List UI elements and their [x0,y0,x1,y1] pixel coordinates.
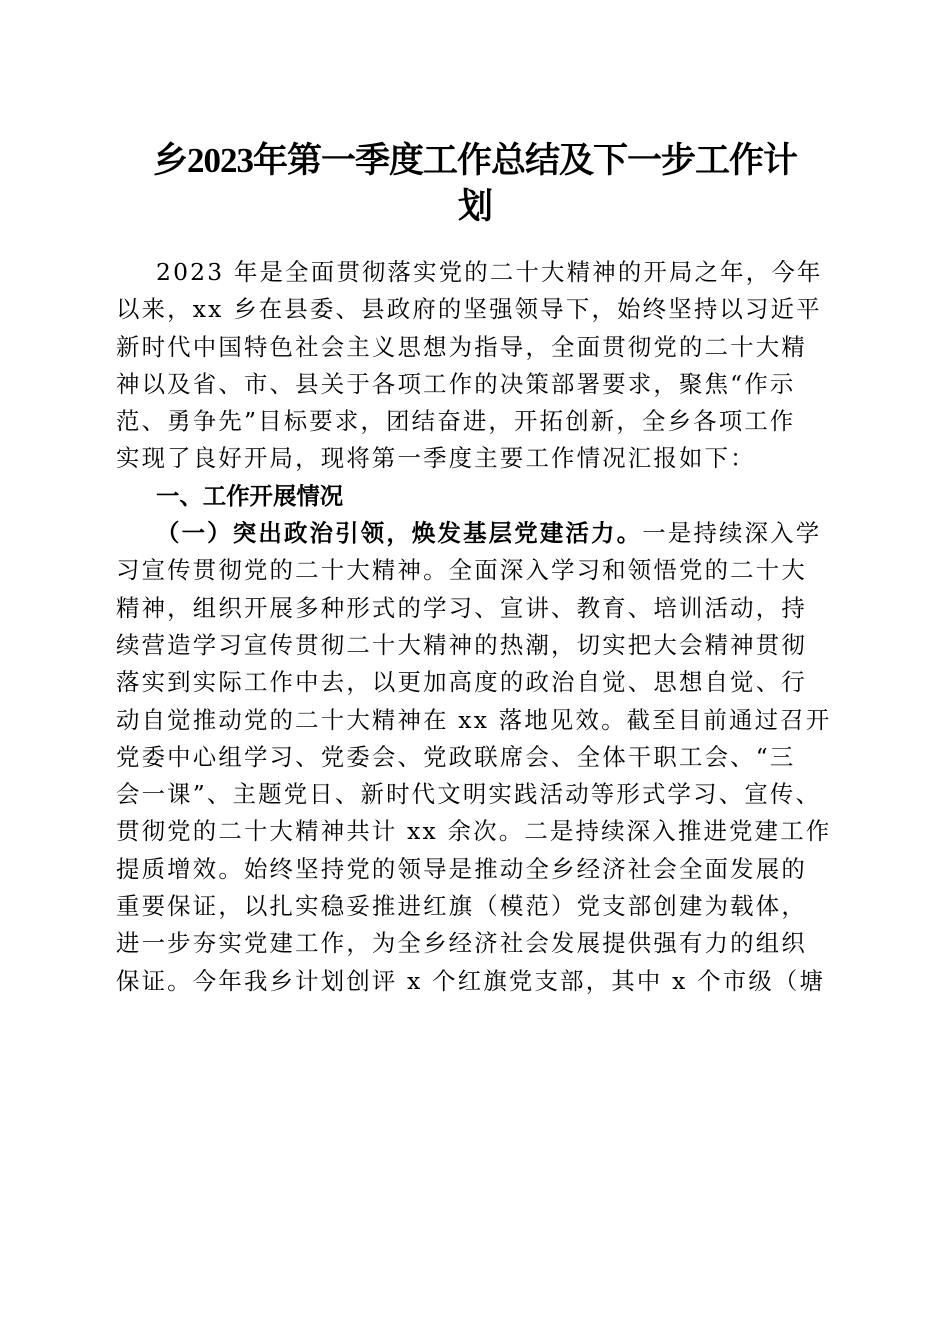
intro-line: 2023 年是全面贯彻落实党的二十大精神的开局之年，今年 [156,258,823,286]
subsection-first-tail: 一是持续深入学 [642,519,822,548]
intro-line: 范、勇争先”目标要求，团结奋进，开拓创新，全乡各项工作 [116,407,796,436]
body-line: 动自觉推动党的二十大精神在 xx 落地见效。截至目前通过召开 [116,705,832,734]
body-line: 精神，组织开展多种形式的学习、宣讲、教育、培训活动，持 [116,593,807,622]
subsection-first-line [116,515,828,552]
intro-line: 以来，xx 乡在县委、县政府的坚强领导下，始终坚持以习近平 [116,295,822,324]
body-line: 提质增效。始终坚持党的领导是推动全乡经济社会全面发展的 [116,854,807,883]
body-line: 会一课”、主题党日、新时代文明实践活动等形式学习、宣传、 [116,780,822,809]
intro-line: 实现了良好开局，现将第一季度主要工作情况汇报如下： [116,444,756,473]
body-line: 贯彻党的二十大精神共计 xx 余次。二是持续深入推进党建工作 [116,817,832,846]
section-heading: 一、工作开展情况 [156,481,344,510]
body-line: 进一步夯实党建工作，为全乡经济社会发展提供强有力的组织 [116,929,807,958]
subsection-heading: （一）突出政治引领，焕发基层党建活力。 [156,519,643,548]
intro-line: 神以及省、市、县关于各项工作的决策部署要求，聚焦“作示 [116,369,796,398]
body-line: 落实到实际工作中去，以更加高度的政治自觉、思想自觉、行 [116,668,807,697]
body-line: 习宣传贯彻党的二十大精神。全面深入学习和领悟党的二十大 [116,556,807,585]
body-line: 党委中心组学习、党委会、党政联席会、全体干职工会、“三 [116,742,796,771]
intro-line: 新时代中国特色社会主义思想为指导，全面贯彻党的二十大精 [116,332,807,361]
document-title [115,138,835,230]
title-line-1: 乡2023年第一季度工作总结及下一步工作计 [152,141,797,180]
title-line-2: 划 [457,187,492,226]
body-line: 续营造学习宣传贯彻二十大精神的热潮，切实把大会精神贯彻 [116,630,807,659]
document-body [116,254,832,1000]
body-line: 保证。今年我乡计划创评 x 个红旗党支部，其中 x 个市级（塘 [116,966,826,995]
body-line: 重要保证，以扎实稳妥推进红旗（模范）党支部创建为载体， [116,892,807,921]
